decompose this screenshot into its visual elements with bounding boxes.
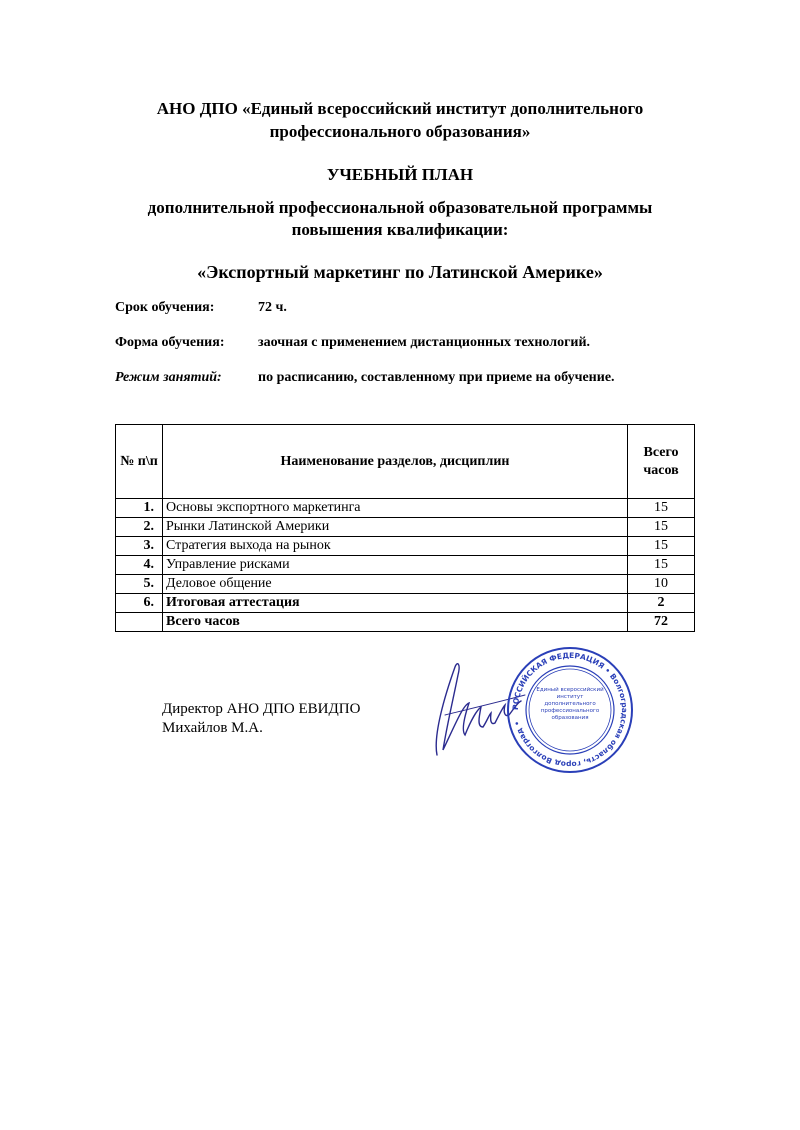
row-hours: 15: [628, 537, 695, 556]
stamp-inner-text: Единый всероссийский институт дополнительного профессионального образования: [536, 687, 604, 721]
header-hours: [628, 425, 695, 499]
table-header-row: [116, 425, 695, 499]
row-num: 6.: [116, 594, 163, 613]
row-hours: 10: [628, 575, 695, 594]
table-row: [116, 556, 695, 575]
duration-value: 72 ч.: [258, 300, 287, 315]
org-line-2: профессионального образования»: [269, 122, 531, 141]
total-num: [116, 613, 163, 632]
row-name: Управление рисками: [163, 556, 628, 575]
director-name: Михайлов М.А.: [162, 720, 263, 736]
form-row: [115, 334, 591, 352]
form-value: заочная с применением дистанционных технологий.: [258, 335, 591, 350]
row-num: 4.: [116, 556, 163, 575]
duration-row: [115, 299, 287, 317]
table-row: [116, 575, 695, 594]
row-num: 5.: [116, 575, 163, 594]
row-hours: 2: [628, 594, 695, 613]
organization-name: [0, 97, 800, 143]
row-name: Стратегия выхода на рынок: [163, 537, 628, 556]
header-name: Наименование разделов, дисциплин: [163, 425, 628, 499]
program-description: [0, 197, 800, 241]
program-line-2: повышения квалификации:: [291, 220, 509, 239]
row-hours: 15: [628, 499, 695, 518]
total-row: [116, 613, 695, 632]
row-name: Итоговая аттестация: [163, 594, 628, 613]
row-name: Деловое общение: [163, 575, 628, 594]
header-hours-line-1: Всего: [643, 444, 679, 460]
total-label: Всего часов: [163, 613, 628, 632]
mode-row: [115, 369, 615, 387]
course-title: «Экспортный маркетинг по Латинской Америке»: [197, 262, 603, 282]
mode-value: по расписанию, составленному при приеме на обучение.: [258, 370, 615, 385]
stamp-outer-text: РОССИЙСКАЯ ФЕДЕРАЦИЯ • Волгоградская область, город Волгоград •: [510, 650, 630, 770]
table-row: [116, 594, 695, 613]
table-row: [116, 499, 695, 518]
total-hours: 72: [628, 613, 695, 632]
row-num: 3.: [116, 537, 163, 556]
row-hours: 15: [628, 518, 695, 537]
document-type: УЧЕБНЫЙ ПЛАН: [326, 165, 474, 184]
form-label: Форма обучения:: [115, 335, 225, 350]
row-num: 2.: [116, 518, 163, 537]
curriculum-table: [115, 424, 695, 632]
row-name: Рынки Латинской Америки: [163, 518, 628, 537]
org-line-1: АНО ДПО «Единый всероссийский институт дополнительного: [156, 99, 644, 118]
table-row: [116, 518, 695, 537]
table-row: [116, 537, 695, 556]
director-title: Директор АНО ДПО ЕВИДПО: [162, 701, 361, 717]
signature-block: [162, 700, 360, 738]
header-num: № п\п: [116, 425, 163, 499]
duration-label: Срок обучения:: [115, 300, 215, 315]
program-line-1: дополнительной профессиональной образовательной программы: [147, 198, 653, 217]
row-num: 1.: [116, 499, 163, 518]
header-hours-line-2: часов: [643, 462, 679, 478]
row-name: Основы экспортного маркетинга: [163, 499, 628, 518]
mode-label: Режим занятий:: [115, 370, 222, 385]
official-stamp: [505, 645, 635, 775]
row-hours: 15: [628, 556, 695, 575]
